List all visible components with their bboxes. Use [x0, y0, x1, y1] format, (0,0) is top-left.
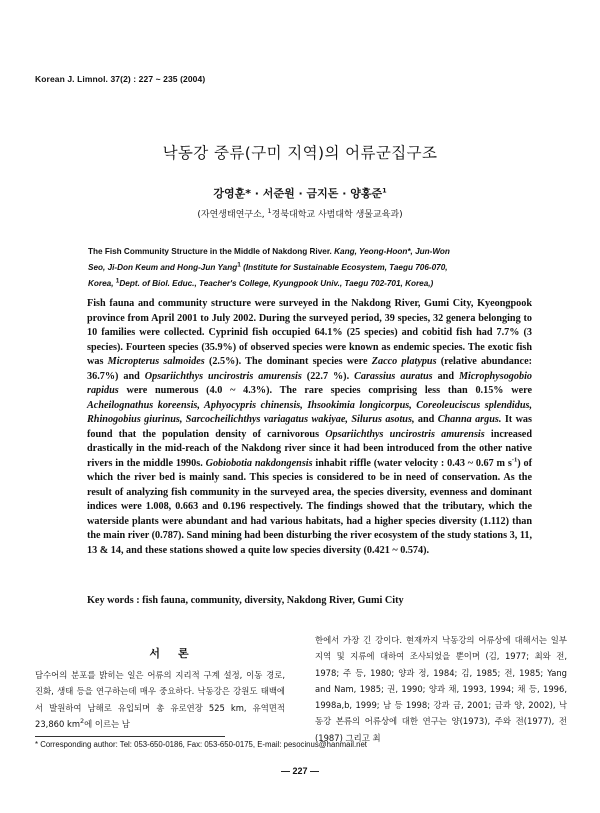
area-superscript: 2: [79, 717, 85, 726]
author-names: 강영훈* · 서준원 · 금지돈 · 양홍준: [213, 187, 383, 200]
abstract-text: were numerous (4.0 ~ 4.3%). The rare species comprising less than 0.15% were: [118, 385, 532, 396]
body-column-right: 한에서 가장 긴 강이다. 현재까지 낙동강의 어류상에 대해서는 일부 지역 및 지류에 대하여 조사되었을 뿐이며 (김, 1977; 최와 전, 1978; 주 등, 1980; 양과 정, 1984; 김, 1985; 전, 1985; Yang and Nam, 1985; 권, 1990; 양과 채, 1993, 1994; 채 등, 1996, 1998a,b, 1999; 남 등 1998; 강과 금, 2001; 금과 양, 2002), 낙동강 본류의 어류상에 대한 연구는 양(1973), 주와 전(1977), 전(1987) 그리고 최: [315, 635, 567, 743]
abstract-text: and: [414, 414, 438, 425]
species-name: Zacco platypus: [371, 356, 437, 367]
abstract-text: increased drastically in the mid-reach of the Nakdong river since it had been introduced from the other native rivers in the middle 1990s.: [87, 428, 532, 469]
english-institution: (Institute for Sustainable Ecosystem, Taegu 706-070,: [240, 263, 448, 272]
english-authors-1: Kang, Yeong-Hoon*, Jun-Won: [331, 247, 450, 256]
abstract-text: inhabit riffle (water velocity : 0.43 ~ 0.67 m s: [312, 457, 512, 469]
affiliation-korean: [0, 207, 600, 220]
section-heading: 서론: [149, 647, 207, 660]
journal-citation: Korean J. Limnol. 37(2) : 227 ~ 235 (2004): [35, 74, 206, 84]
unit-superscript: -1: [511, 456, 518, 464]
species-name: Carassius auratus: [354, 370, 433, 382]
abstract: [87, 297, 532, 558]
page-number: — 227 —: [280, 766, 320, 776]
species-name: Opsariichthys uncirostris amurensis: [325, 428, 485, 440]
species-name: Micropterus salmoides: [107, 356, 205, 367]
species-name: Channa argus.: [437, 414, 502, 425]
english-institution-3a: Korea,: [88, 279, 116, 288]
keywords: Key words : fish fauna, community, diversity, Nakdong River, Gumi City: [87, 595, 404, 606]
abstract-text: and: [432, 370, 459, 382]
abstract-text: Fish fauna and community structure were surveyed in the Nakdong River, Gumi City, Kyeongpook province from April 2001 to July 2002. During the surveyed period, 39 species, 32 genera belonging to 10 families were collected. Cyprinid fish occupied 64.1% (25 species) and cobitid fish had 7.7% (3 species). Fourteen species (35.9%) of observed species were known as endemic species. The exotic fish was: [87, 298, 532, 367]
footnote: * Corresponding author: Tel: 053-650-0186, Fax: 053-650-0175, E-mail: pesocinus@hanmail.net: [35, 740, 367, 749]
english-title: The Fish Community Structure in the Middle of Nakdong River.: [88, 247, 332, 256]
species-name: Microphysogobio rapidus: [87, 370, 532, 396]
abstract-text: It was found that the population density of carnivorous: [87, 414, 532, 440]
paper-title-korean: 낙동강 중류(구미 지역)의 어류군집구조: [162, 144, 438, 162]
english-title-block: [88, 244, 528, 292]
body-column-left: [35, 667, 285, 732]
species-name: Acheilognathus koreensis, Aphyocypris chinensis, Ihsookimia longicorpus, Coreoleuciscus splendidus, Rhinogobius giurinus, Sarcocheilichthys variagatus wakiyae, Silurus asotus,: [87, 399, 532, 425]
english-authors-2: Seo, Ji-Don Keum and Hong-Jun Yang: [88, 263, 238, 272]
english-institution-3b: Dept. of Biol. Educ., Teacher's College, Kyungpook Univ., Taegu 702-701, Korea,): [119, 279, 434, 288]
abstract-text: (relative abundance: 36.7%) and: [87, 356, 532, 382]
body-text-left: 담수어의 분포를 밝히는 일은 어류의 지리적 구계 설정, 이동 경로, 진화, 생태 등을 연구하는데 매우 중요하다. 낙동강은 강원도 태백에서 발원하여 남해로 유입되며 총 유로연장 525 km, 유역면적 23,860 km: [35, 670, 285, 729]
affiliation-pre: (자연생태연구소,: [197, 210, 268, 220]
english-institution-sup: 1: [115, 277, 120, 285]
abstract-text: (22.7 %).: [301, 370, 355, 382]
author-superscript: 1: [382, 186, 387, 195]
body-text-left-end: 에 이르는 남: [84, 718, 130, 729]
species-name: Gobiobotia nakdongensis: [205, 457, 313, 469]
affiliation-superscript: 1: [267, 207, 272, 215]
footnote-divider: [35, 736, 225, 737]
english-authors-sup: 1: [237, 261, 241, 269]
affiliation-post: 경북대학교 사범대학 생물교육과): [271, 210, 403, 220]
abstract-text: ) of which the river bed is mainly sand. This species is considered to be in need of conservation. As the result of analyzing fish community in the surveyed area, the species diversity, evenness and dominant indices were 1.008, 0.663 and 0.196 respectively. The findings showed that the tributary, which the waterside plants were abundant and had various habitats, had a higher species diversity (1.112) than the main river (0.787). Sand mining had been disturbing the river ecosystem of the study stations 3, 11, 13 & 14, and these stations showed a quite low species diversity (0.421 ~ 0.574).: [87, 457, 532, 556]
species-name: Opsariichthys uncirostris amurensis: [144, 370, 302, 382]
abstract-text: (2.5%). The dominant species were: [204, 356, 372, 367]
author-list-korean: [0, 185, 600, 201]
